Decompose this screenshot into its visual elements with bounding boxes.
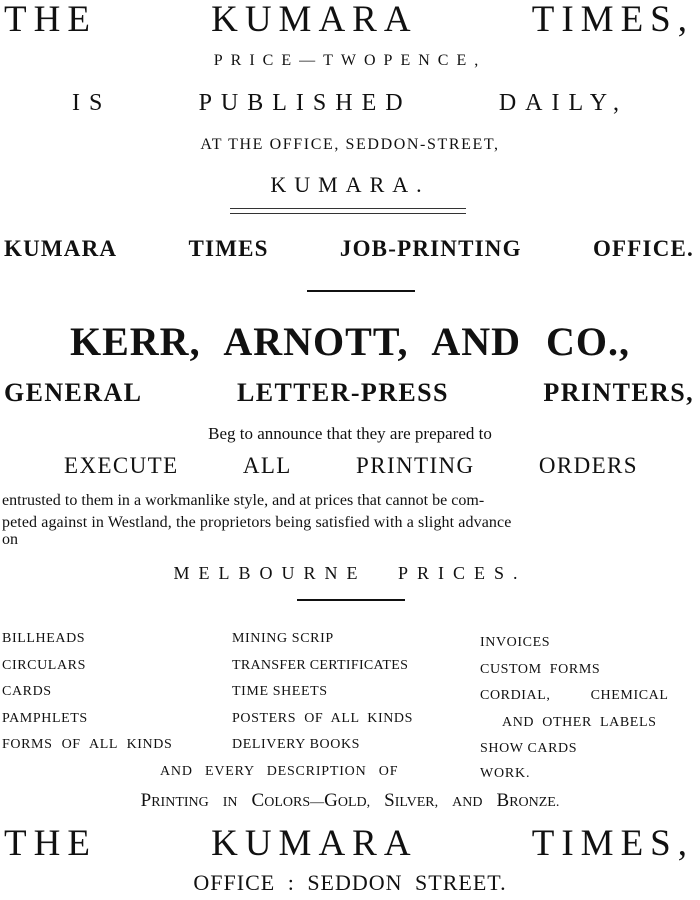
job-office-word: KUMARA bbox=[4, 236, 118, 261]
footer-title bbox=[4, 824, 694, 864]
job-office-word: TIMES bbox=[188, 236, 269, 261]
initial-letter: B bbox=[496, 790, 510, 811]
list-item: TIME SHEETS bbox=[232, 684, 328, 699]
item-column-3 bbox=[480, 630, 669, 763]
job-office-word: OFFICE. bbox=[592, 236, 694, 261]
published-line bbox=[72, 90, 628, 117]
masthead-word: TIMES, bbox=[531, 0, 694, 40]
execute-heading bbox=[64, 453, 638, 479]
body-line: entrusted to them in a workmanlike style, and at prices that cannot be com- bbox=[2, 492, 485, 509]
footer-office: OFFICE : SEDDON STREET. bbox=[193, 870, 507, 895]
execute-word: EXECUTE bbox=[64, 453, 179, 478]
execute-word: ALL bbox=[242, 453, 292, 478]
divider bbox=[307, 290, 415, 292]
melbourne-prices: MELBOURNE PRICES. bbox=[173, 563, 527, 583]
published-word: DAILY, bbox=[498, 90, 628, 116]
list-item: CIRCULARS bbox=[2, 657, 86, 673]
list-item: BILLHEADS bbox=[2, 631, 86, 646]
list-item: CARDS bbox=[2, 684, 52, 699]
list-item: INVOICES bbox=[480, 635, 551, 650]
word: AND bbox=[452, 795, 483, 810]
word-rest: OLD, bbox=[337, 795, 371, 810]
masthead-word: KUMARA bbox=[211, 0, 418, 40]
price-line: PRICE—TWOPENCE, bbox=[213, 52, 487, 69]
published-word: IS bbox=[72, 90, 112, 116]
list-item: POSTERS OF ALL KINDS bbox=[232, 710, 414, 726]
list-item: SHOW CARDS bbox=[480, 741, 578, 756]
colors-line bbox=[0, 790, 700, 812]
word-rest: RINTING bbox=[151, 795, 209, 810]
trade-word: LETTER-PRESS bbox=[236, 378, 449, 407]
list-item: FORMS OF ALL KINDS bbox=[2, 737, 173, 752]
divider bbox=[230, 208, 466, 209]
announce-line: Beg to announce that they are prepared to bbox=[208, 424, 492, 443]
every-description-line: AND EVERY DESCRIPTION OF bbox=[160, 764, 399, 779]
body-line: peted against in Westland, the proprietors being satisfied with a slight advance bbox=[2, 514, 512, 531]
execute-word: ORDERS bbox=[538, 453, 638, 478]
word: IN bbox=[222, 795, 238, 810]
job-office-word: JOB-PRINTING bbox=[339, 236, 522, 261]
footer-word: TIMES, bbox=[531, 823, 694, 864]
firm-name: KERR, ARNOTT, AND CO., bbox=[70, 319, 630, 364]
trade-word: GENERAL bbox=[4, 378, 143, 407]
list-item: DELIVERY BOOKS bbox=[232, 737, 361, 752]
list-item: CUSTOM FORMS bbox=[480, 661, 601, 677]
initial-letter: C bbox=[251, 790, 265, 811]
footer-word: THE bbox=[4, 823, 97, 864]
work-line: WORK. bbox=[480, 766, 531, 781]
published-word: PUBLISHED bbox=[198, 90, 412, 116]
trade-word: PRINTERS, bbox=[543, 378, 694, 407]
trade-heading bbox=[4, 378, 694, 408]
initial-letter: S bbox=[384, 790, 395, 811]
masthead-title bbox=[4, 0, 694, 40]
word-rest: ILVER, bbox=[394, 795, 439, 810]
initial-letter: P bbox=[140, 790, 152, 811]
item-column-2 bbox=[232, 626, 413, 759]
item-column-1 bbox=[2, 626, 172, 759]
list-item: TRANSFER CERTIFICATES bbox=[232, 657, 409, 673]
list-item: AND OTHER LABELS bbox=[502, 714, 657, 730]
list-item: MINING SCRIP bbox=[232, 631, 334, 646]
execute-word: PRINTING bbox=[356, 453, 475, 478]
town-name: KUMARA. bbox=[270, 172, 430, 197]
job-office-heading bbox=[4, 236, 694, 262]
divider bbox=[230, 213, 466, 214]
masthead-word: THE bbox=[4, 0, 97, 40]
list-item: PAMPHLETS bbox=[2, 710, 88, 726]
word-rest: OLORS— bbox=[264, 795, 325, 810]
footer-word: KUMARA bbox=[211, 823, 418, 864]
divider bbox=[297, 599, 405, 601]
list-item: CORDIAL, CHEMICAL bbox=[480, 688, 669, 703]
word-rest: RONZE. bbox=[509, 795, 560, 810]
office-address: AT THE OFFICE, SEDDON-STREET, bbox=[200, 136, 500, 153]
initial-letter: G bbox=[324, 790, 338, 811]
body-line: on bbox=[2, 531, 18, 548]
